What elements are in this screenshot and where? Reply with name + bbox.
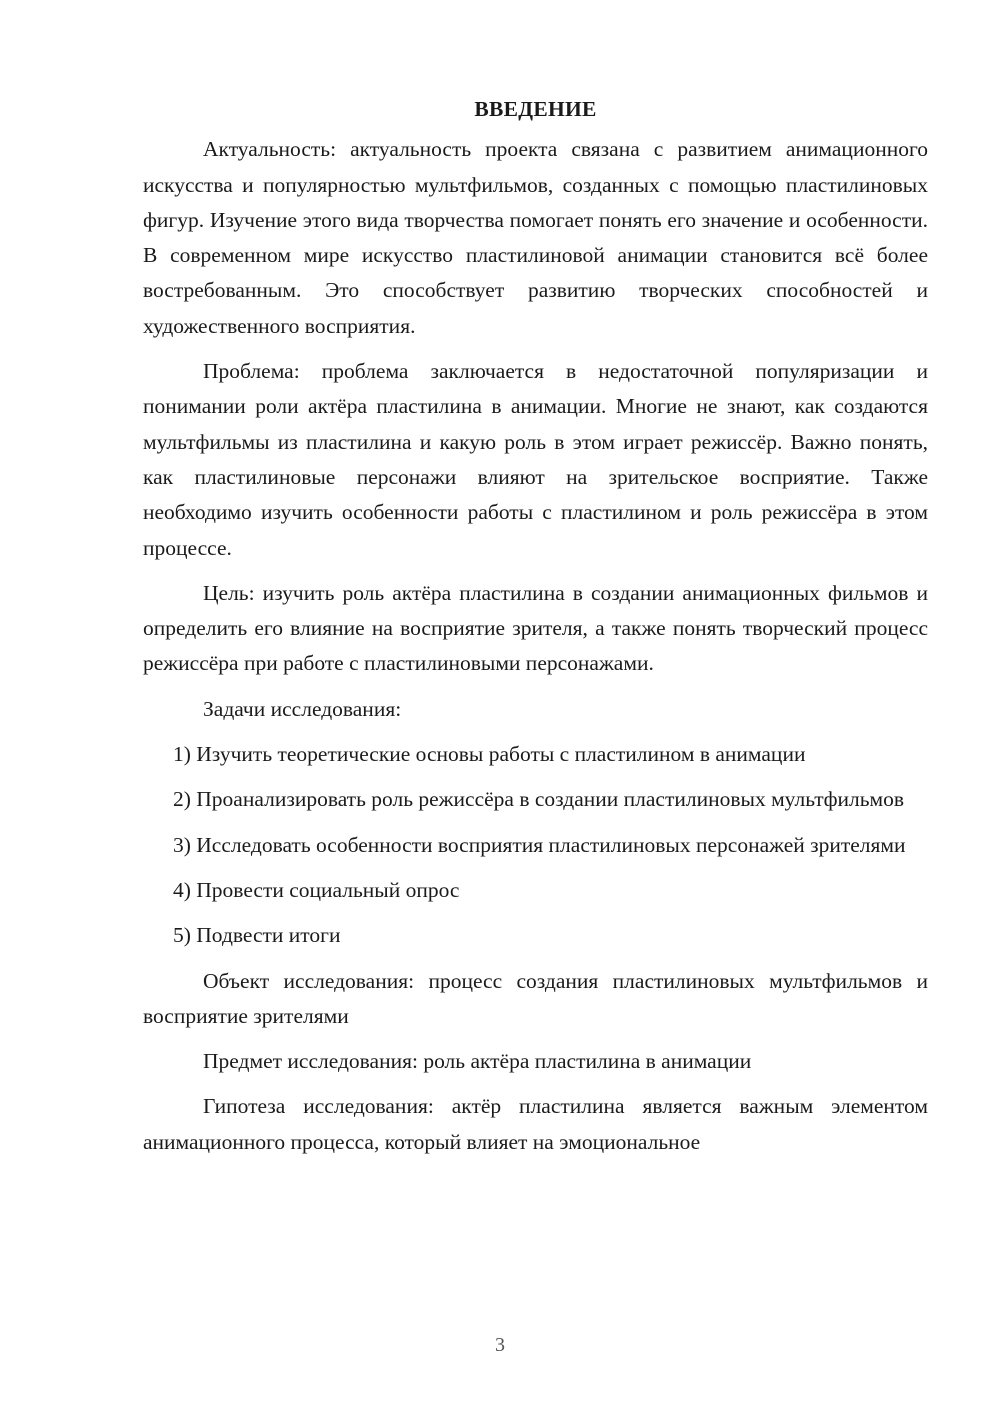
task-item-3: 3) Исследовать особенности восприятия пластилиновых персонажей зрителями [173,832,906,857]
document-body [143,92,928,1170]
paragraph-subject: Предмет исследования: роль актёра пластилина в анимации [203,1049,752,1074]
tasks-title: Задачи исследования: [203,696,402,721]
paragraph-goal: Цель: изучить роль актёра пластилина в создании анимационных фильмов и определить его влияние на восприятие зрителя, а также понять творческий процесс режиссёра при работе с пластилиновыми персонажами. [143,580,928,676]
task-item-2: 2) Проанализировать роль режиссёра в создании пластилиновых мультфильмов [173,787,905,812]
task-item-1: 1) Изучить теоретические основы работы с пластилином в анимации [173,742,806,767]
page-number: 3 [495,1334,505,1356]
paragraph-hypothesis: Гипотеза исследования: актёр пластилина является важным элементом анимационного процесса, который влияет на эмоциональное [143,1094,928,1154]
paragraph-object: Объект исследования: процесс создания пластилиновых мультфильмов и восприятие зрителями [143,968,928,1028]
paragraph-relevance: Актуальность: актуальность проекта связана с развитием анимационного искусства и популярностью мультфильмов, созданных с помощью пластилиновых фигур. Изучение этого вида творчества помогает понять его значение и особенности. В современном мире искусство пластилиновой анимации становится всё более востребованным. Это способствует развитию творческих способностей и художественного восприятия. [143,137,928,338]
task-item-4: 4) Провести социальный опрос [173,877,460,902]
section-heading: ВВЕДЕНИЕ [474,97,597,121]
paragraph-problem: Проблема: проблема заключается в недостаточной популяризации и понимании роли актёра пластилина в анимации. Многие не знают, как создаются мультфильмы из пластилина и какую роль в этом играет режиссёр. Важно понять, как пластилиновые персонажи влияют на зрительское восприятие. Также необходимо изучить особенности работы с пластилином и роль режиссёра в этом процессе. [143,359,928,560]
task-item-5: 5) Подвести итоги [173,923,341,948]
